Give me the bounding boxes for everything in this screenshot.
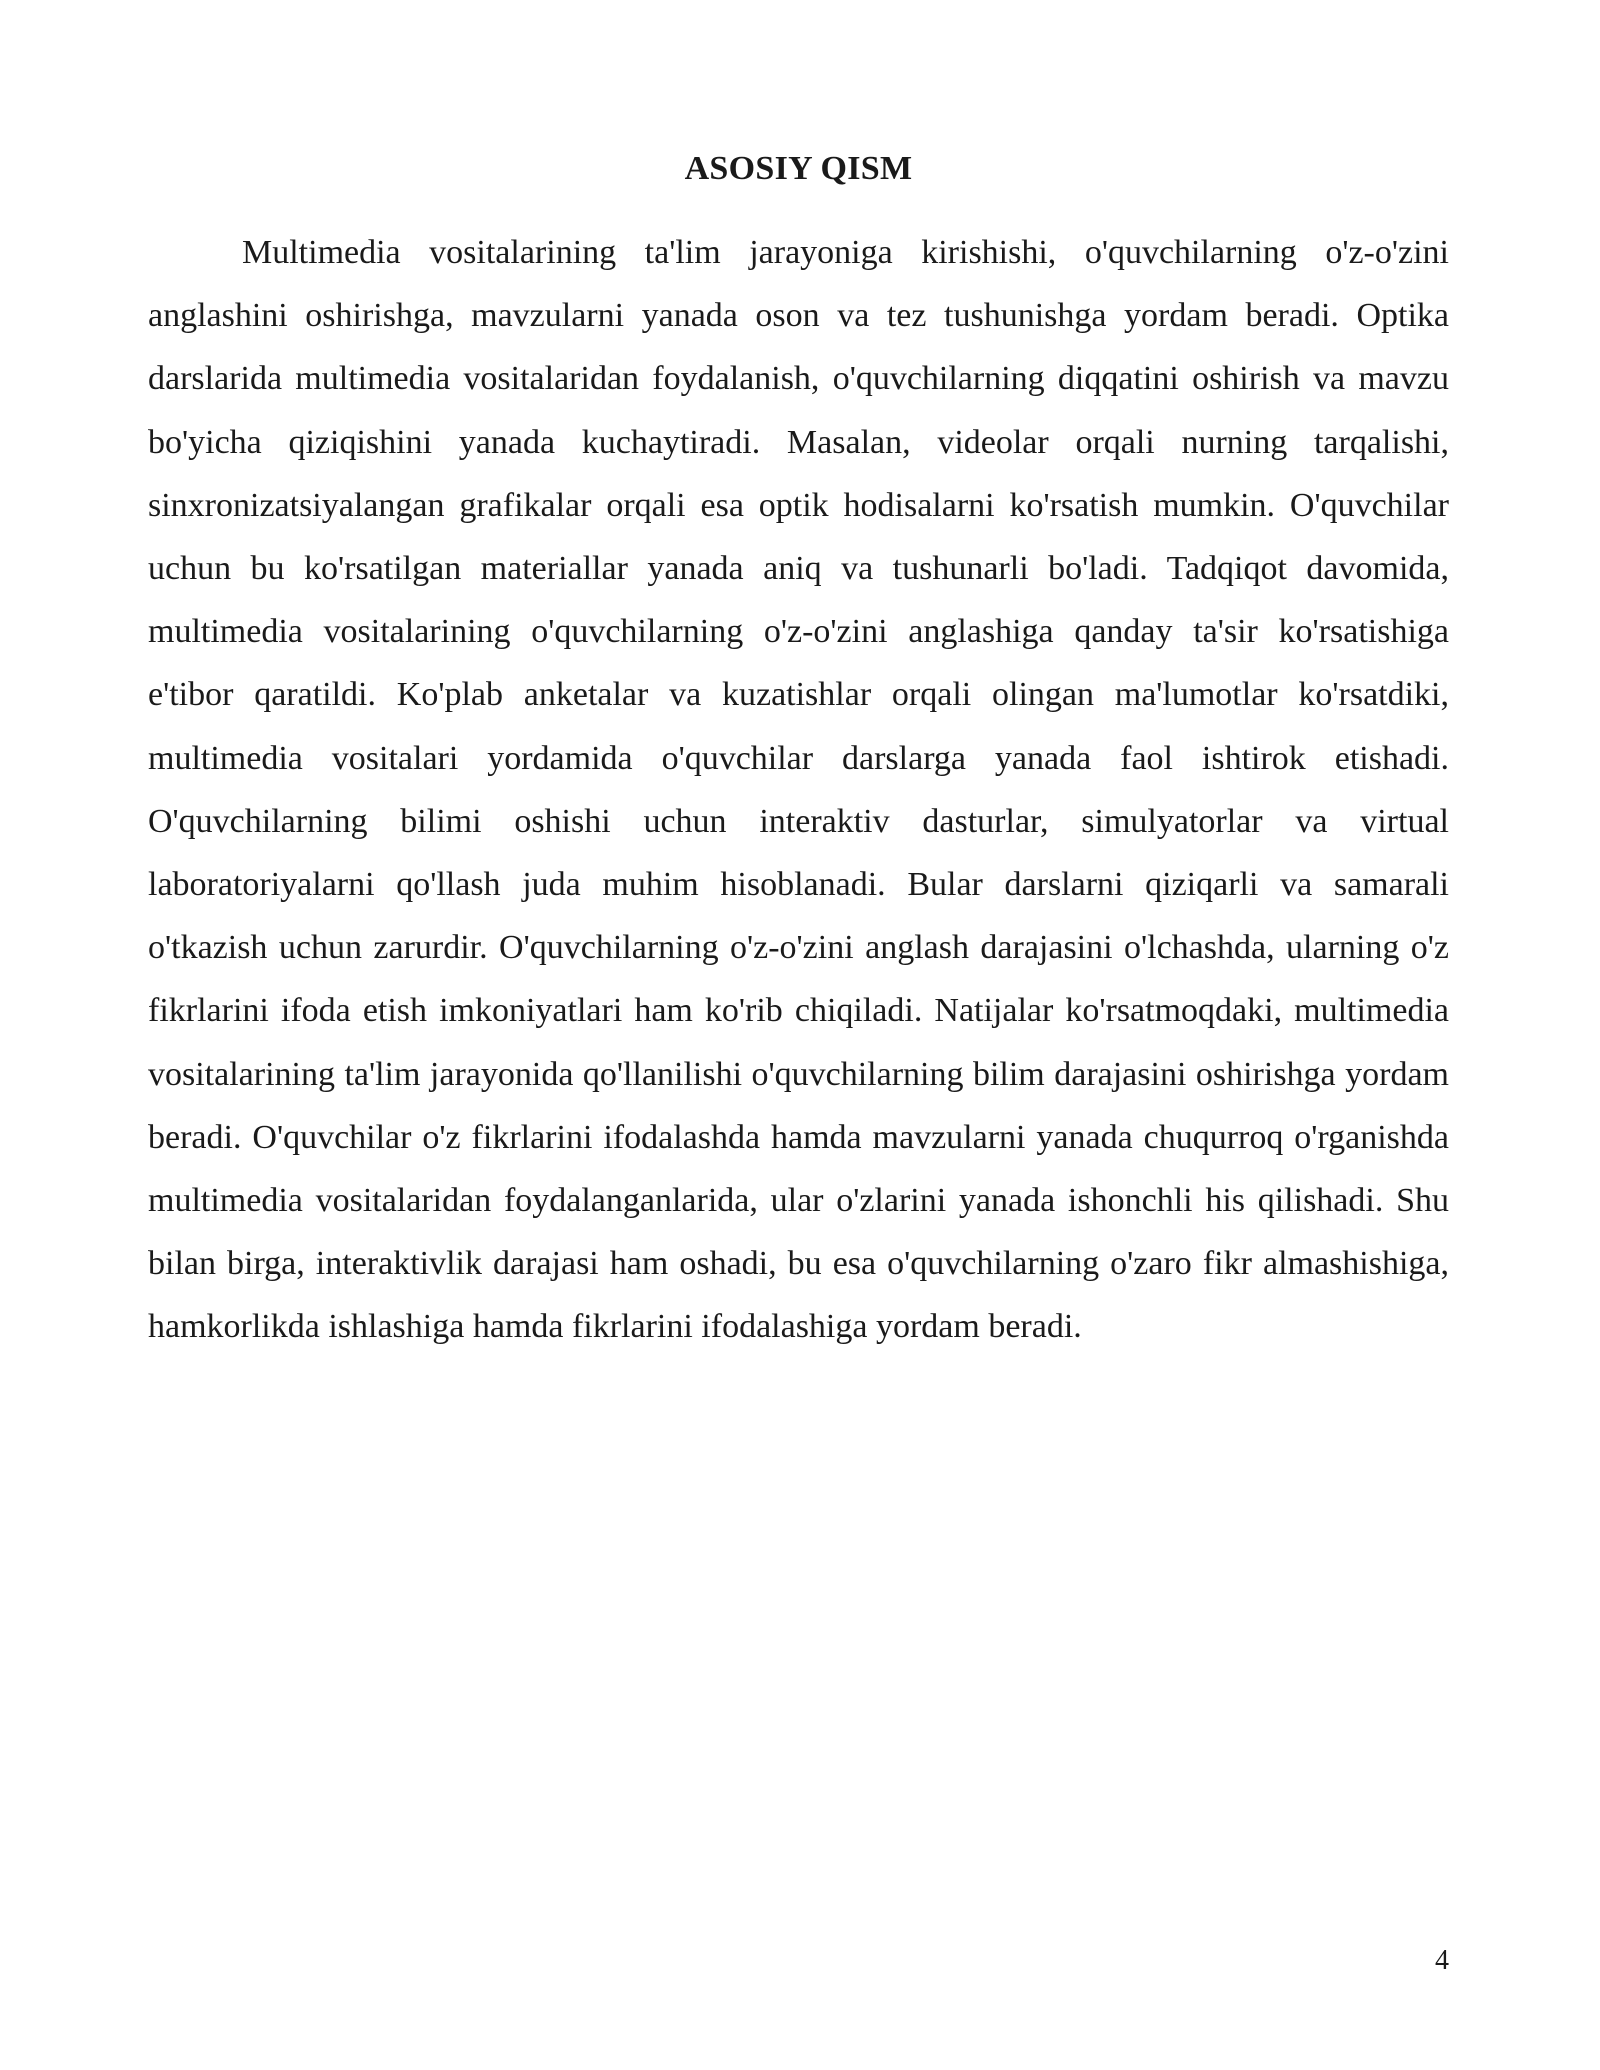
body-paragraph: Multimedia vositalarining ta'lim jarayoniga kirishishi, o'quvchilarning o'z-o'zini anglashini oshirishga, mavzularni yanada oson va tez tushunishga yordam beradi. Optika darslarida multimedia vositalaridan foydalanish, o'quvchilarning diqqatini oshirish va mavzu bo'yicha qiziqishini yanada kuchaytiradi. Masalan, videolar orqali nurning tarqalishi, sinxronizatsiyalangan grafikalar orqali esa optik hodisalarni ko'rsatish mumkin. O'quvchilar uchun bu ko'rsatilgan materiallar yanada aniq va tushunarli bo'ladi. Tadqiqot davomida, multimedia vositalarining o'quvchilarning o'z-o'zini anglashiga qanday ta'sir ko'rsatishiga e'tibor qaratildi. Ko'plab anketalar va kuzatishlar orqali olingan ma'lumotlar ko'rsatdiki, multimedia vositalari yordamida o'quvchilar darslarga yanada faol ishtirok etishadi. O'quvchilarning bilimi oshishi uchun interaktiv dasturlar, simulyatorlar va virtual laboratoriyalarni qo'llash juda muhim hisoblanadi. Bular darslarni qiziqarli va samarali o'tkazish uchun zarurdir. O'quvchilarning o'z-o'zini anglash darajasini o'lchashda, ularning o'z fikrlarini ifoda etish imkoniyatlari ham ko'rib chiqiladi. Natijalar ko'rsatmoqdaki, multimedia vositalarining ta'lim jarayonida qo'llanilishi o'quvchilarning bilim darajasini oshirishga yordam beradi. O'quvchilar o'z fikrlarini ifodalashda hamda mavzularni yanada chuqurroq o'rganishda multimedia vositalaridan foydalanganlarida, ular o'zlarini yanada ishonchli his qilishadi. Shu bilan birga, interaktivlik darajasi ham oshadi, bu esa o'quvchilarning o'zaro fikr almashishiga, hamkorlikda ishlashiga hamda fikrlarini ifodalashiga yordam beradi. xyxy=(148,234,1449,1346)
section-heading: ASOSIY QISM xyxy=(684,150,913,187)
page-number: 4 xyxy=(1435,1945,1449,1976)
